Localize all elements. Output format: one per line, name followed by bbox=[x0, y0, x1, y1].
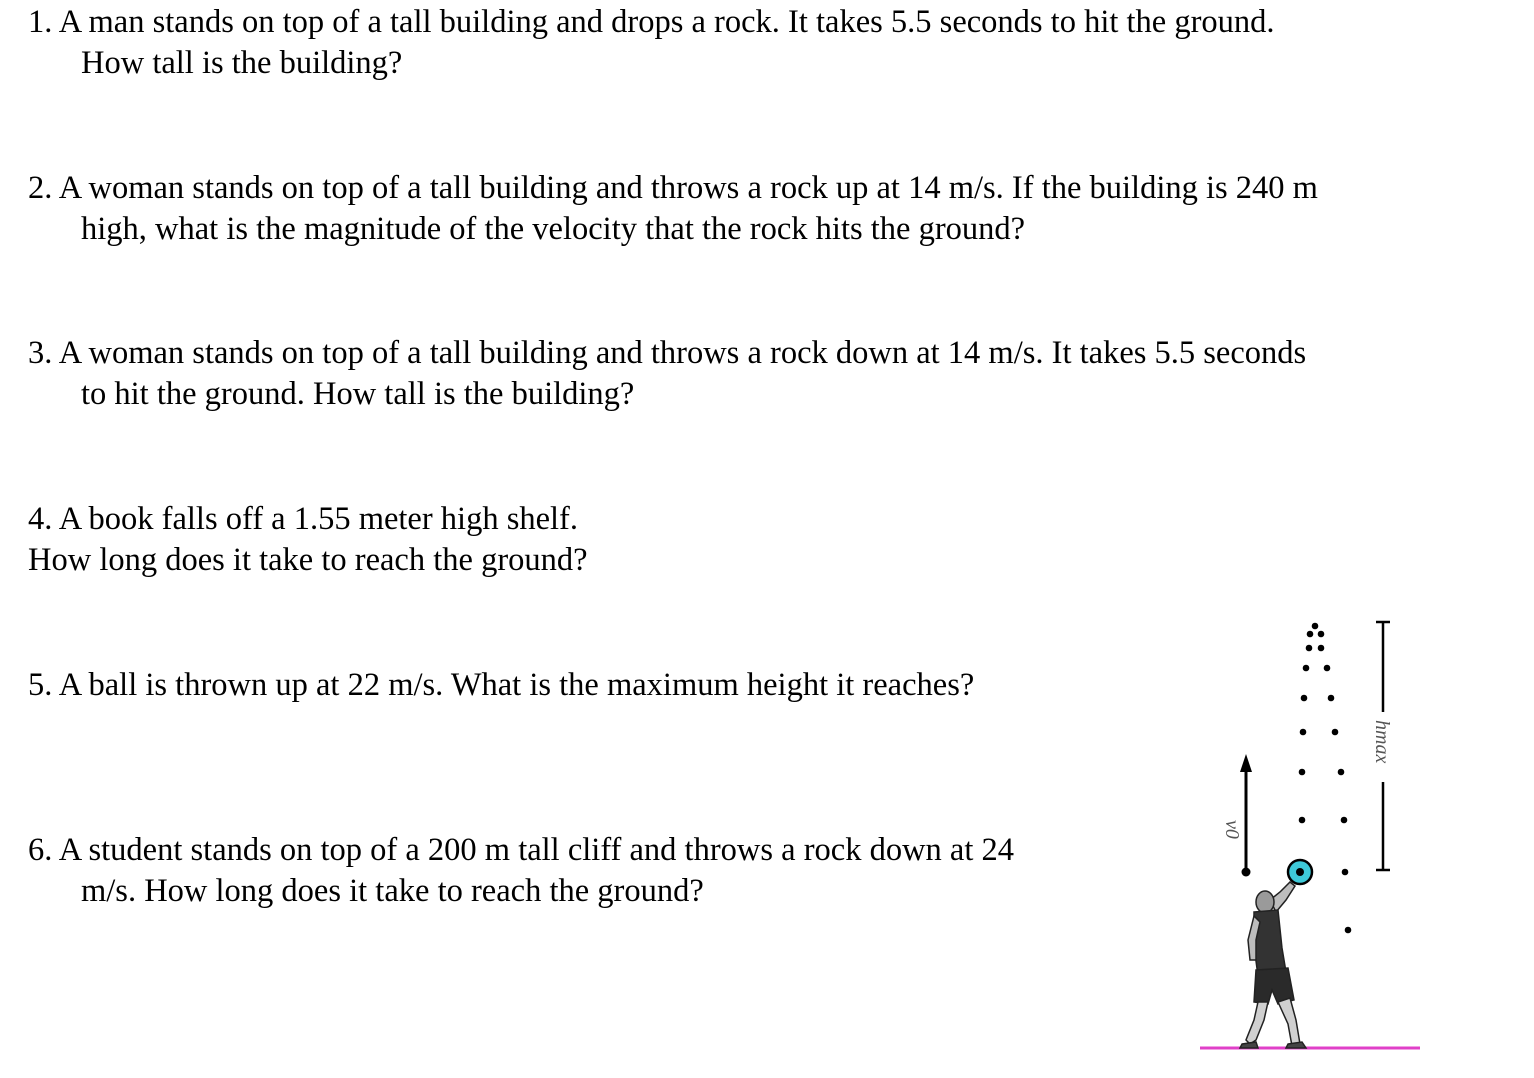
hmax-label: hmax bbox=[1371, 720, 1393, 764]
person-figure bbox=[1240, 882, 1306, 1048]
problem-3-line-2: to hit the ground. How tall is the building? bbox=[81, 376, 635, 412]
ball-toss-figure bbox=[1190, 600, 1430, 1060]
problem-4-line-2: How long does it take to reach the ground? bbox=[28, 542, 588, 578]
problem-1-line-1: 1. A man stands on top of a tall building and drops a rock. It takes 5.5 seconds to hit the ground. bbox=[28, 4, 1275, 40]
problem-3 bbox=[28, 333, 1306, 415]
problem-4-line-1: 4. A book falls off a 1.55 meter high shelf. bbox=[28, 501, 579, 537]
initial-velocity-arrow bbox=[1240, 754, 1252, 877]
trajectory-dots-rising bbox=[1299, 623, 1319, 824]
trajectory-dots-falling bbox=[1318, 631, 1352, 934]
problem-6 bbox=[28, 830, 1014, 912]
problem-2-line-2: high, what is the magnitude of the velocity that the rock hits the ground? bbox=[81, 211, 1026, 247]
problem-4 bbox=[28, 499, 588, 581]
problem-6-line-2: m/s. How long does it take to reach the ground? bbox=[81, 873, 704, 909]
v0-label: v0 bbox=[1221, 820, 1243, 839]
problem-3-line-1: 3. A woman stands on top of a tall building and throws a rock down at 14 m/s. It takes 5.5 seconds bbox=[28, 335, 1307, 371]
problem-5-line-1: 5. A ball is thrown up at 22 m/s. What is the maximum height it reaches? bbox=[28, 667, 975, 703]
ball bbox=[1288, 860, 1312, 884]
problem-6-line-1: 6. A student stands on top of a 200 m tall cliff and throws a rock down at 24 bbox=[28, 832, 1014, 868]
problem-2 bbox=[28, 168, 1318, 250]
problem-5 bbox=[28, 665, 974, 706]
problem-1 bbox=[28, 2, 1275, 84]
problem-2-line-1: 2. A woman stands on top of a tall building and throws a rock up at 14 m/s. If the building is 240 m bbox=[28, 170, 1318, 206]
problem-1-line-2: How tall is the building? bbox=[81, 45, 403, 81]
